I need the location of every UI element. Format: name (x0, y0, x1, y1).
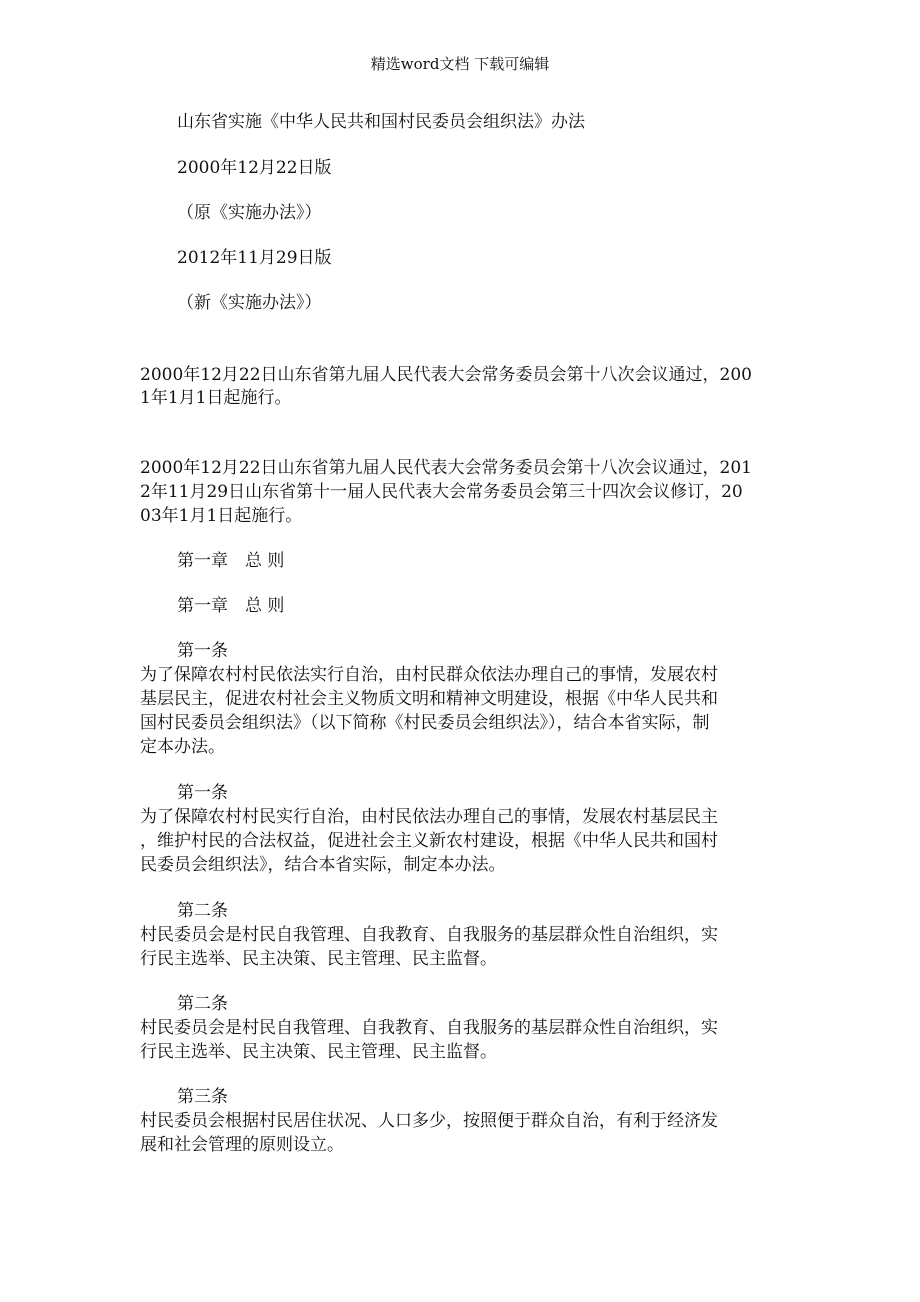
article-text-line: 行民主选举、民主决策、民主管理、民主监督。 (140, 1042, 497, 1062)
new-version-label: （新《实施办法》） (177, 293, 322, 313)
chapter-heading-new: 第一章 总 则 (177, 596, 285, 616)
article-heading: 第三条 (177, 1087, 228, 1107)
chapter-heading-old: 第一章 总 则 (177, 551, 285, 571)
article-text-line: 民委员会组织法》，结合本省实际，制定本办法。 (140, 855, 506, 875)
old-version-label: （原《实施办法》） (177, 203, 322, 223)
article-heading: 第一条 (177, 641, 228, 661)
new-adoption-note-line: 2000年12月22日山东省第九届人民代表大会常务委员会第十八次会议通过，201 (140, 458, 752, 478)
article-text-line: 村民委员会是村民自我管理、自我教育、自我服务的基层群众性自治组织，实 (140, 1018, 718, 1038)
article-text-line: 村民委员会根据村民居住状况、人口多少，按照便于群众自治，有利于经济发 (140, 1111, 718, 1131)
old-adoption-note-line: 2000年12月22日山东省第九届人民代表大会常务委员会第十八次会议通过，200 (140, 365, 752, 385)
article-text-line: 为了保障农村村民实行自治，由村民依法办理自己的事情，发展农村基层民主 (140, 807, 718, 827)
old-adoption-note-line: 1年1月1日起施行。 (140, 388, 292, 408)
article-heading: 第一条 (177, 783, 228, 803)
article-text-line: 行民主选举、民主决策、民主管理、民主监督。 (140, 949, 497, 969)
article-text-line: 基层民主，促进农村社会主义物质文明和精神文明建设，根据《中华人民共和 (140, 689, 718, 709)
old-version-date: 2000年12月22日版 (177, 158, 332, 178)
new-adoption-note-line: 2年11月29日山东省第十一届人民代表大会常务委员会第三十四次会议修订，20 (140, 482, 743, 502)
article-text-line: ，维护村民的合法权益，促进社会主义新农村建设，根据《中华人民共和国村 (140, 831, 718, 851)
article-text-line: 村民委员会是村民自我管理、自我教育、自我服务的基层群众性自治组织，实 (140, 925, 718, 945)
article-text-line: 为了保障农村村民依法实行自治，由村民群众依法办理自己的事情，发展农村 (140, 665, 718, 685)
article-text-line: 国村民委员会组织法》（以下简称《村民委员会组织法》），结合本省实际，制 (140, 713, 710, 733)
article-heading: 第二条 (177, 994, 228, 1014)
new-adoption-note-line: 03年1月1日起施行。 (140, 506, 303, 526)
article-text-line: 定本办法。 (140, 737, 225, 757)
new-version-date: 2012年11月29日版 (177, 248, 332, 268)
document-title: 山东省实施《中华人民共和国村民委员会组织法》办法 (177, 112, 585, 132)
page-header: 精选word文档 下载可编辑 (370, 55, 550, 73)
article-text-line: 展和社会管理的原则设立。 (140, 1135, 344, 1155)
article-heading: 第二条 (177, 901, 228, 921)
